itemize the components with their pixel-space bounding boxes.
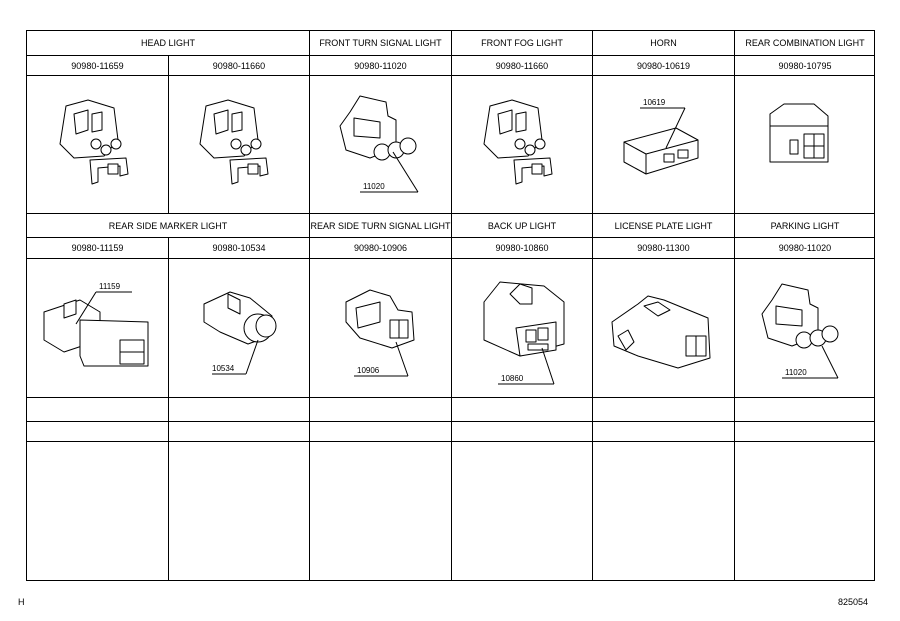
section-title: HEAD LIGHT <box>140 38 195 48</box>
connector-icon <box>346 290 414 348</box>
part-number: 90980-11660 <box>212 61 266 71</box>
connector-icon <box>60 100 128 184</box>
section-title: LICENSE PLATE LIGHT <box>614 221 713 231</box>
part-number: 90980-11020 <box>778 243 832 253</box>
connector-icon <box>762 284 838 348</box>
callout-label: 11020 <box>363 182 385 191</box>
callout-label: 10906 <box>357 366 380 375</box>
part-number: 90980-11659 <box>71 61 124 71</box>
section-title: REAR COMBINATION LIGHT <box>745 38 865 48</box>
part-number: 90980-11660 <box>495 61 549 71</box>
part-number: 90980-11159 <box>71 243 124 253</box>
part-number: 90980-11020 <box>354 61 407 71</box>
figure-id: 825054 <box>838 597 869 607</box>
section-title: FRONT TURN SIGNAL LIGHT <box>319 38 442 48</box>
connector-icon <box>484 282 564 356</box>
connector-icon <box>200 100 268 184</box>
part-number: 90980-10860 <box>495 243 549 253</box>
connector-icon <box>624 128 698 174</box>
part-number: 90980-10906 <box>353 243 408 253</box>
section-title: REAR SIDE TURN SIGNAL LIGHT <box>310 221 451 231</box>
callout-label: 10860 <box>501 374 524 383</box>
connector-icon <box>484 100 552 184</box>
callout-label: 10619 <box>643 98 666 107</box>
part-number: 90980-10619 <box>636 61 691 71</box>
section-title: FRONT FOG LIGHT <box>481 38 563 48</box>
part-number: 90980-10795 <box>778 61 832 71</box>
callout-label: 10534 <box>212 364 235 373</box>
connector-icon <box>340 96 416 160</box>
section-title: HORN <box>650 38 677 48</box>
part-number: 90980-10534 <box>212 243 266 253</box>
connector-icon <box>44 300 148 366</box>
callout-label: 11159 <box>99 282 121 291</box>
connector-icon <box>770 104 828 162</box>
section-title: REAR SIDE MARKER LIGHT <box>108 221 228 231</box>
section-title: PARKING LIGHT <box>770 221 840 231</box>
connector-icon <box>612 296 710 368</box>
callout-label: 11020 <box>785 368 807 377</box>
part-number: 90980-11300 <box>637 243 690 253</box>
connector-icon <box>204 292 276 344</box>
footer-left-mark: H <box>18 597 25 607</box>
section-title: BACK UP LIGHT <box>487 221 557 231</box>
